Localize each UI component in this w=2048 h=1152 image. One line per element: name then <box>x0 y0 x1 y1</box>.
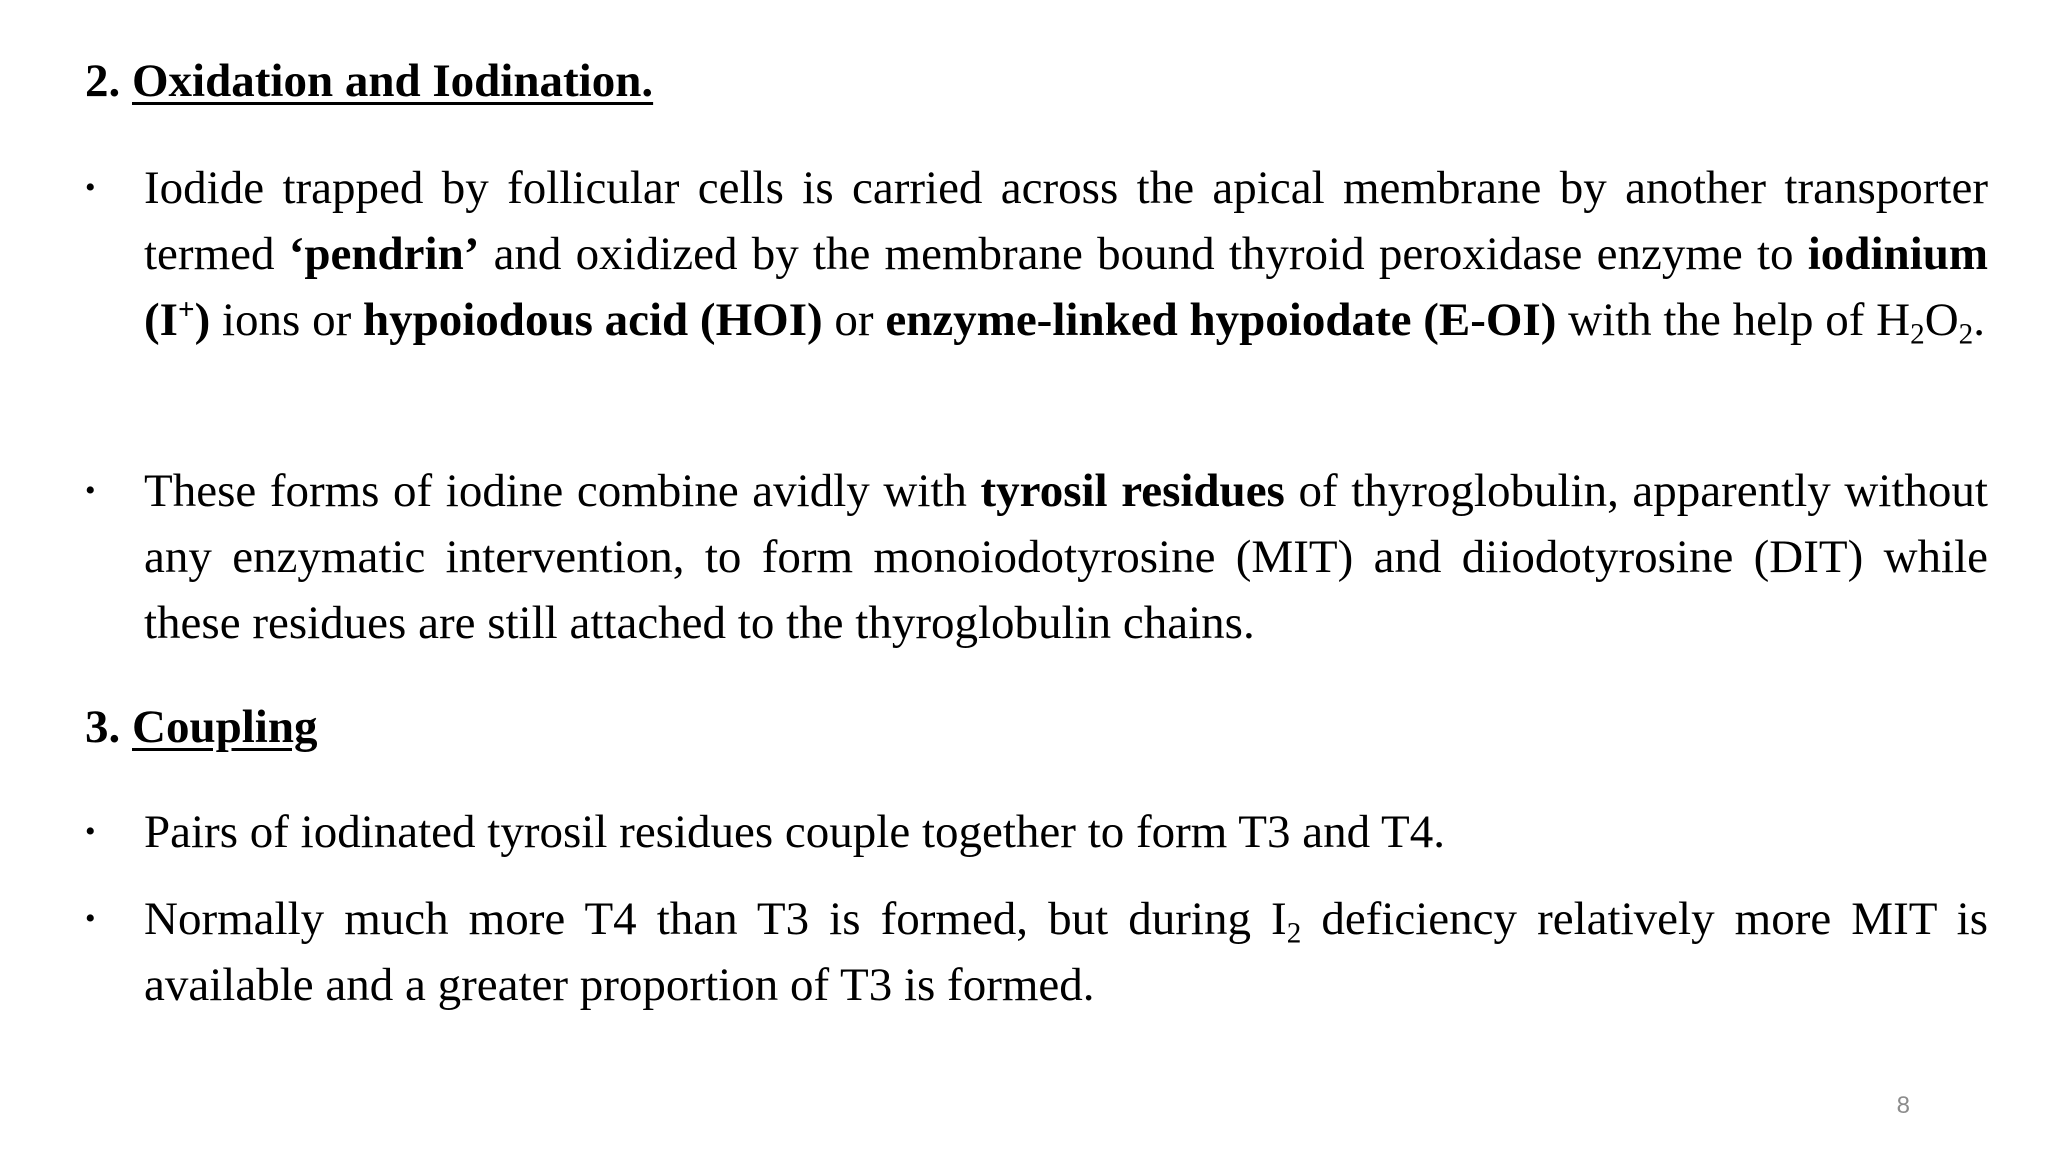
page-number: 8 <box>1896 1092 1910 1119</box>
subscript: 2 <box>1286 917 1302 950</box>
bullet-icon: • <box>85 171 96 204</box>
bold-term-pendrin: ‘pendrin’ <box>288 228 480 280</box>
bullet-text <box>144 886 1988 1018</box>
text-run: or <box>822 294 886 346</box>
bullet-item-pendrin <box>85 155 1988 353</box>
text-run: Iodide trapped by follicular cells is carried across the apical membrane by another transporter termed <box>144 162 1988 280</box>
superscript: + <box>177 293 195 326</box>
bullet-item-tyrosil <box>85 458 1988 656</box>
section-3-heading <box>85 701 318 753</box>
bullet-item-pairs <box>85 799 1988 865</box>
section-3-title: Coupling <box>132 701 318 753</box>
bullet-icon: • <box>85 815 96 848</box>
subscript: 2 <box>1958 318 1974 351</box>
text-run: . <box>1973 294 1985 346</box>
text-run: These forms of iodine combine avidly with <box>144 465 981 517</box>
bullet-item-normally <box>85 886 1988 1018</box>
text-run: ) <box>194 294 211 346</box>
section-3-number: 3. <box>85 701 132 753</box>
text-run: with the help of H <box>1556 294 1911 346</box>
bold-term-hypoiodate: enzyme-linked hypoiodate (E-OI) <box>885 294 1557 346</box>
text-run: iodinium (I <box>144 228 1988 346</box>
text-run: and oxidized by the membrane bound thyroid peroxidase enzyme to <box>479 228 1808 280</box>
bullet-text <box>144 458 1988 656</box>
bullet-text <box>144 155 1988 353</box>
subscript: 2 <box>1910 318 1925 351</box>
section-2-number: 2. <box>85 55 132 107</box>
text-run: deficiency relatively more MIT is available and a greater proportion of T3 is formed. <box>144 893 1988 1011</box>
bullet-icon: • <box>85 474 96 507</box>
text-run: O <box>1924 294 1959 346</box>
section-2-heading <box>85 55 654 107</box>
text-run: ions or <box>210 294 363 346</box>
text-run: Normally much more T4 than T3 is formed, but during I <box>144 893 1287 945</box>
text-run: of thyroglobulin, apparently without any enzymatic intervention, to form monoiodotyrosine (MIT) and diiodotyrosine (DIT) while these residues are still attached to the thyroglobulin chains. <box>144 465 1988 649</box>
section-2-title: Oxidation and Iodination. <box>132 55 654 107</box>
bullet-text: Pairs of iodinated tyrosil residues couple together to form T3 and T4. <box>144 806 1445 858</box>
bold-term-tyrosil-residues: tyrosil residues <box>980 465 1285 517</box>
bullet-icon: • <box>85 902 96 935</box>
bold-term-hypoiodous-acid: hypoiodous acid (HOI) <box>362 294 823 346</box>
